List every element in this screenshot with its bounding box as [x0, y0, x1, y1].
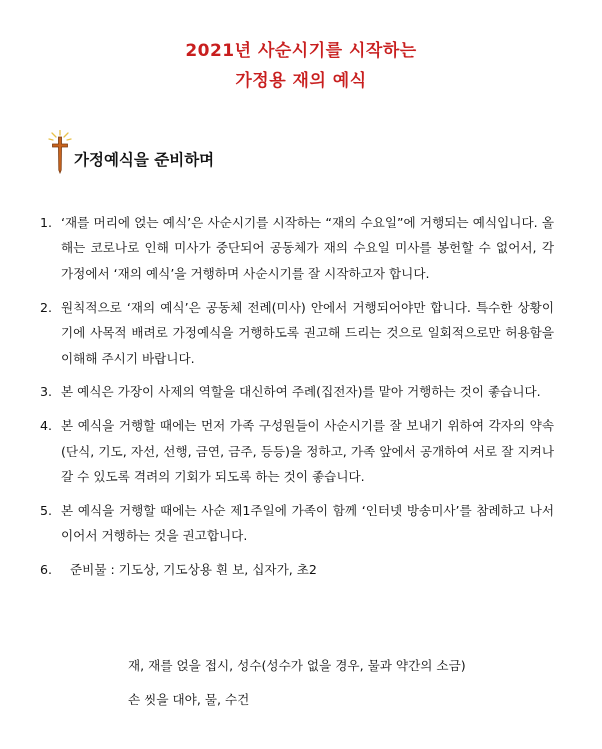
- supplies-lead: 준비물 : 기도상, 기도상용 흰 보, 십자가, 초2: [70, 562, 317, 578]
- item-number: 2.: [40, 299, 53, 315]
- page-title-line1: 2021년 사순시기를 시작하는: [185, 41, 417, 61]
- supplies-line-3: 손 씻을 대야, 물, 수건: [128, 692, 250, 707]
- page-title-line2: 가정용 재의 예식: [235, 71, 367, 91]
- item-number: 4.: [40, 418, 53, 434]
- list-item: [40, 379, 554, 404]
- item-text: 본 예식을 거행할 때에는 먼저 가족 구성원들이 사순시기를 잘 보내기 위하여 각자의 약속(단식, 기도, 자선, 선행, 금연, 금주, 등등)을 정하고, 가족 앞에서 공개하여 서로 잘 지켜나갈 수 있도록 격려의 기회가 되도록 하는 것이 좋습니다.: [61, 418, 554, 485]
- section-title: 가정예식을 준비하며: [74, 151, 215, 169]
- item-number: 3.: [40, 384, 53, 400]
- item-text: 원칙적으로 ‘재의 예식’은 공동체 전례(미사) 안에서 거행되어야만 합니다. 특수한 상황이기에 사목적 배려로 가정예식을 거행하도록 권고해 드리는 것으로 일회적으로만 허용함을 이해해 주시기 바랍니다.: [61, 299, 554, 366]
- list-item: [40, 498, 554, 549]
- item-text: 본 예식을 거행할 때에는 사순 제1주일에 가족이 함께 ‘인터넷 방송미사’를 참례하고 나서 이어서 거행하는 것을 권고합니다.: [61, 503, 554, 544]
- cross-icon: [48, 130, 72, 174]
- item-number: 1.: [40, 215, 53, 230]
- item-text: 본 예식은 가장이 사제의 역할을 대신하여 주례(집전자)를 맡아 거행하는 것이 좋습니다.: [61, 384, 541, 400]
- supplies-item: [40, 557, 554, 582]
- list-item: [40, 210, 554, 286]
- list-item: [40, 413, 554, 489]
- item-text: ‘재를 머리에 얹는 예식’은 사순시기를 시작하는 “재의 수요일”에 거행되는 예식입니다. 올해는 코로나로 인해 미사가 중단되어 공동체가 재의 수요일 미사를 봉헌할 수 없어서, 각 가정에서 ‘재의 예식’을 거행하며 사순시기를 잘 시작하고자 합니다.: [61, 215, 554, 281]
- supplies-line-2: 재, 재를 얹을 접시, 성수(성수가 없을 경우, 물과 약간의 소금): [128, 658, 466, 673]
- item-number: 5.: [40, 503, 53, 519]
- instruction-list: [40, 210, 554, 583]
- item-number: 6.: [40, 562, 53, 578]
- list-item: [40, 295, 554, 371]
